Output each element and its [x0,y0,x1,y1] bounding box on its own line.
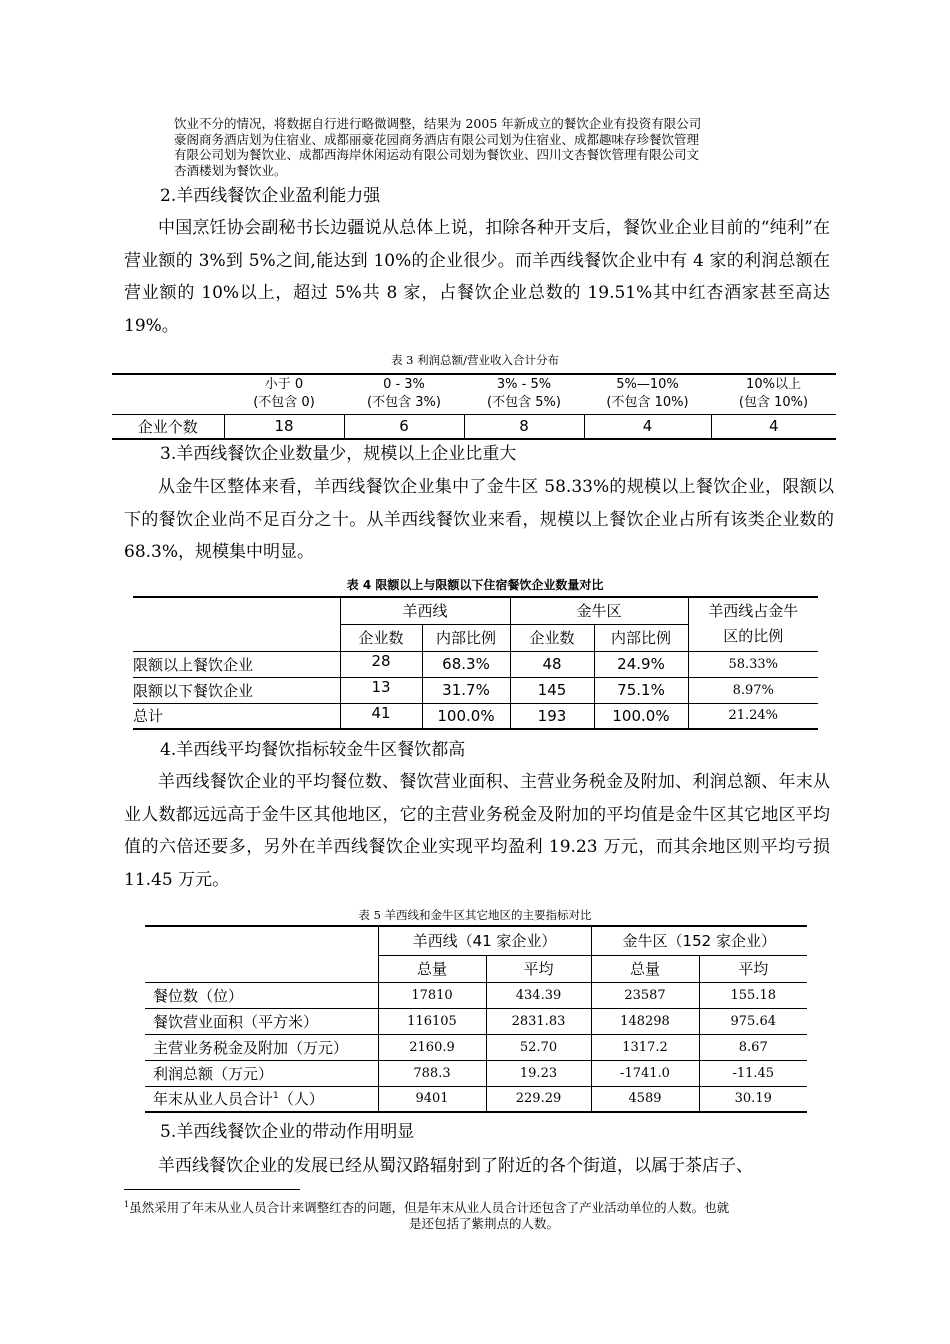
table-cell: 8.97% [732,682,774,698]
table-cell: 68.3% [422,651,510,677]
paragraph: 从金牛区整体来看，羊西线餐饮企业集中了金牛区 58.33%的规模以上餐饮企业，限额以下的餐饮企业尚不足百分之十。从羊西线餐饮业来看，规模以上餐饮企业占所有该类企业数的 68.3%，规模集中明显。 [124,477,834,562]
table-cell: 788.3 [378,1060,486,1086]
group-header: 羊西线 [340,597,510,624]
table-cell: 28 [340,651,422,677]
column-header: 平均 [486,955,591,982]
note-line: 豪阁商务酒店划为住宿业、成都丽豪花园商务酒店有限公司划为住宿业、成都趣味存珍餐饮管理 [174,131,700,147]
group-header: 羊西线（41 家企业） [378,926,591,955]
corner-cell [145,926,378,982]
footnote-ref[interactable]: 1 [273,1091,279,1102]
footnote-separator [124,1189,300,1190]
column-header: 小于 0 (不包含 0) [253,377,315,411]
group-header: 金牛区（152 家企业） [591,926,807,955]
table-cell: 2160.9 [378,1034,486,1060]
table-cell: 30.19 [734,1091,772,1107]
row-label: 企业个数 [137,417,198,436]
footnote [124,1197,844,1231]
column-header: 3% - 5% (不包含 5%) [487,377,561,411]
table-cell: -1741.0 [591,1060,699,1086]
table-cell: 229.29 [486,1086,591,1112]
row-label: 餐位数（位） [145,982,378,1008]
table-caption: 表 5 羊西线和金牛区其它地区的主要指标对比 [358,908,592,922]
note-line: 杏酒楼划为餐饮业。 [174,162,287,178]
table-cell: 17810 [378,982,486,1008]
table-cell: 13 [340,677,422,703]
table-cell: 9401 [378,1086,486,1112]
table-cell: 4 [584,414,711,439]
table-cell: 58.33% [728,656,779,672]
table-cell: 148298 [591,1008,699,1034]
column-header: 平均 [738,960,769,978]
paragraph: 羊西线餐饮企业的发展已经从蜀汉路辐射到了附近的各个街道，以属于茶店子、 [158,1156,753,1176]
table-cell: 434.39 [486,982,591,1008]
row-label: 年末从业人员合计$^1$（人） [145,1086,378,1112]
table-cell: 31.7% [422,677,510,703]
note-line: 有限公司划为餐饮业、成都西海岸休闲运动有限公司划为餐饮业、四川文杏餐饮管理有限公司文 [174,147,700,162]
column-header: 企业数 [510,624,594,651]
table-cell: 975.64 [730,1013,776,1029]
section-heading: 5.羊西线餐饮企业的带动作用明显 [160,1122,415,1142]
table-cell: 2831.83 [486,1008,591,1034]
column-header: 5%—10% (不包含 10%) [606,377,689,411]
row-label: 餐饮营业面积（平方米） [145,1008,378,1034]
column-header: 企业数 [340,624,422,651]
row-label: 主营业务税金及附加（万元） [145,1034,378,1060]
data-table [145,925,807,1113]
column-header: 内部比例 [422,624,510,651]
column-header: 10%以上 (包含 10%) [738,377,809,411]
section-heading: 2.羊西线餐饮企业盈利能力强 [160,186,381,206]
table-cell: 75.1% [594,677,688,703]
row-label: 总计 [133,703,340,729]
table-caption: 表 3 利润总额/营业收入合计分布 [390,353,559,367]
table-cell: 23587 [591,982,699,1008]
table-cell: 193 [510,703,594,729]
row-label: 利润总额（万元） [145,1060,378,1086]
note-line: 饮业不分的情况，将数据自行进行略微调整，结果为 2005 年新成立的餐饮企业有投资有限公司 [174,116,702,131]
table-cell: 100.0% [422,703,510,729]
table-cell: 8.67 [738,1039,768,1055]
table-caption: 表 4 限额以上与限额以下住宿餐饮企业数量对比 [346,578,604,592]
row-label: 限额以下餐饮企业 [133,677,340,703]
table-cell: 19.23 [486,1060,591,1086]
table-cell: 48 [510,651,594,677]
footnote-continuation [174,116,784,178]
corner-cell [112,374,224,414]
table-cell: 52.70 [486,1034,591,1060]
row-label: 限额以上餐饮企业 [133,651,340,677]
table-cell: 6 [344,414,464,439]
table-cell: 18 [224,414,344,439]
table-cell: 4 [711,414,836,439]
table-cell: 41 [340,703,422,729]
table-cell: 1317.2 [591,1034,699,1060]
data-table [133,596,818,730]
corner-cell [133,597,340,651]
column-header: 总量 [378,955,486,982]
group-header: 羊西线占金牛 区的比例 [708,602,799,646]
table-cell: -11.45 [732,1065,775,1081]
column-header: 内部比例 [594,624,688,651]
column-header: 总量 [591,955,699,982]
group-header: 金牛区 [510,597,688,624]
table-cell: 8 [464,414,584,439]
data-table [112,373,836,440]
section-heading: 3.羊西线餐饮企业数量少，规模以上企业比重大 [160,444,517,464]
table-cell: 24.9% [594,651,688,677]
paragraph: 中国烹饪协会副秘书长边疆说从总体上说，扣除各种开支后，餐饮业企业目前的“纯利”在营业额的 3%到 5%之间,能达到 10%的企业很少。而羊西线餐饮企业中有 4 家的利润总额在营业额的 10%以上，超过 5%共 8 家，占餐饮企业总数的 19.51%其中红杏酒家甚至高达 19%。 [124,218,830,336]
column-header: 0 - 3% (不包含 3%) [367,377,441,411]
paragraph: 羊西线餐饮企业的平均餐位数、餐饮营业面积、主营业务税金及附加、利润总额、年末从业人数都远远高于金牛区其他地区，它的主营业务税金及附加的平均值是金牛区其它地区平均值的六倍还要多，另外在羊西线餐饮企业实现平均盈利 19.23 万元，而其余地区则平均亏损 11.45 万元。 [124,772,830,890]
table-cell: 4589 [591,1086,699,1112]
section-heading: 4.羊西线平均餐饮指标较金牛区餐饮都高 [160,740,466,760]
table-cell: 100.0% [594,703,688,729]
footnote-line: 是还包括了紫荆点的人数。 [408,1215,559,1231]
footnote-line: 虽然采用了年末从业人员合计来调整红杏的问题，但是年末从业人员合计还包含了产业活动单位的人数。也就 [129,1200,730,1216]
table-cell: 116105 [378,1008,486,1034]
table-cell: 145 [510,677,594,703]
table-cell: 155.18 [730,987,776,1003]
table-cell: 21.24% [728,708,779,724]
footnote-mark: 1 [124,1200,130,1209]
